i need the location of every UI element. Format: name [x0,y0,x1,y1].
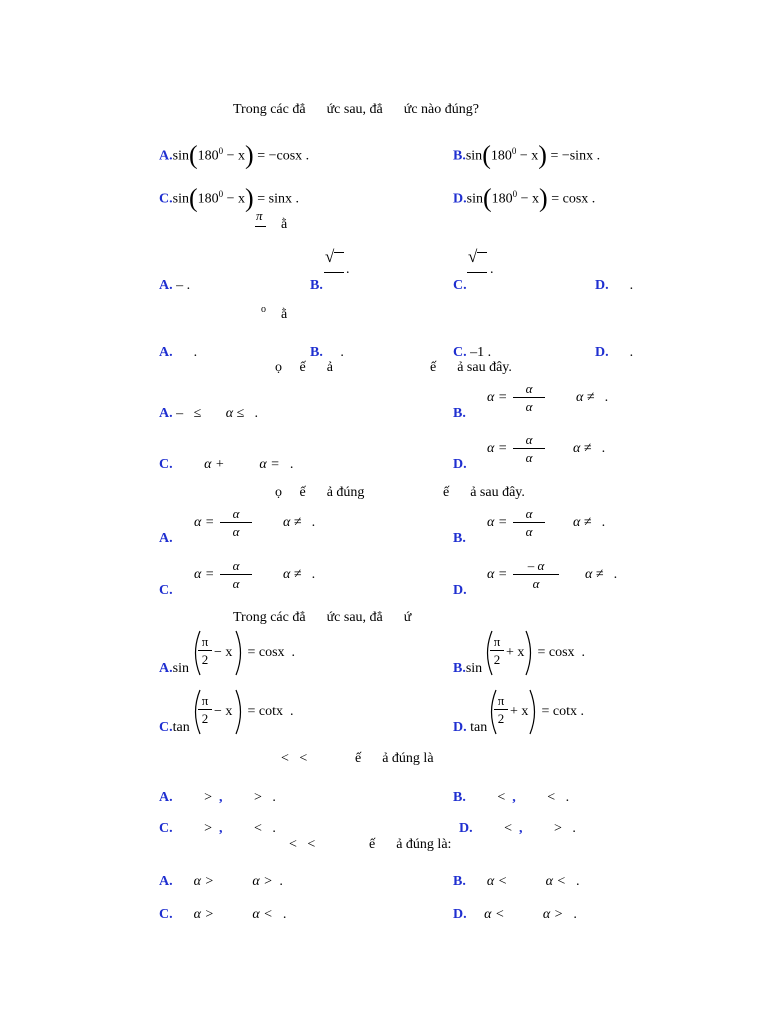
q5-c-num: α [232,558,240,573]
q5-d-num: – α [527,558,545,573]
q5-d-bar [513,574,559,575]
q6-c-label: C. [159,720,173,735]
q1-a-minus-x: − x [223,148,246,164]
q8-option-d[interactable] [446,891,577,923]
q4-d-lhs: α = [487,441,508,456]
q2-d-text: . [629,278,634,293]
q1-a-deg: 0 [218,146,224,156]
q1-a-fn: sin [172,148,189,164]
q7-option-c[interactable] [152,805,276,837]
q6-c-op: − x [214,704,233,719]
q1-a-label: A. [159,148,173,164]
q5-a-label: A. [159,531,173,546]
q1-c-arg: 180 [197,191,219,207]
q6-d-fn: tan [470,720,488,735]
q5-d-lhs: α = [487,567,508,582]
q5-b-bar [513,522,545,523]
q1-c-minus-x: − x [223,191,246,207]
q6-a-fn: sin [172,661,189,676]
q4-a-label: A. [159,406,173,421]
q1-b-rhs: = −sinx . [546,148,601,164]
q5-d-label: D. [453,583,467,598]
q1-b-fn: sin [465,148,483,164]
q8-a-label: A. [159,874,173,889]
q4-prompt-right: ế ả sau đây. [430,360,512,375]
q5-a-den: α [232,524,240,539]
q2-a-label: A. [159,278,173,293]
q7-b-part1: < [497,790,506,805]
q2-b-sqrt-icon: √ [325,247,335,266]
q4-c-text: α + α = . [204,457,294,472]
q5-b-den: α [525,524,533,539]
q6-b-two: 2 [493,652,501,667]
q5-b-label: B. [453,531,466,546]
q3-a-text: . [193,345,198,360]
q5-option-b[interactable] [446,515,466,547]
q6-c-two: 2 [201,711,209,726]
q6-d-rhs: = cotx . [538,704,584,719]
q6-d-label: D. [453,720,467,735]
q5-d-den: α [532,576,540,591]
q2-b-sqrt-bar [334,252,344,253]
q6-c-fraction [198,693,212,726]
q4-b-den: α [525,399,533,414]
q2-b-fraction-bar [324,272,344,273]
q8-c-text: α > α < . [193,907,287,922]
q4-d-num: α [525,432,533,447]
q8-option-a[interactable] [152,858,283,890]
q6-option-a[interactable] [152,645,189,677]
q4-d-fraction [513,432,545,465]
q7-prompt-right: ế ả đúng là [355,751,434,766]
q1-d-minus-x: − x [517,191,540,207]
q5-a-num: α [232,506,240,521]
q5-c-lhs: α = [194,567,215,582]
q7-b-comma: , [512,790,516,805]
q1-c-label: C. [159,191,173,207]
q8-a-text: α > α > . [193,874,284,889]
q4-b-tail: α ≠ . [576,390,609,405]
q1-d-arg: 180 [491,191,513,207]
q2-option-b[interactable] [303,262,323,294]
q6-a-pi: π [201,634,209,649]
q6-option-b[interactable] [446,645,482,677]
q7-d-comma: , [519,821,523,836]
q1-d-rhs: = cosx . [547,191,596,207]
q4-option-a[interactable] [152,390,258,422]
q8-option-b[interactable] [446,858,580,890]
q8-prompt-left: < < [289,837,316,852]
q2-c-dot: . [490,262,494,277]
q5-prompt-left: ọ ế ả đúng [275,485,365,500]
q5-b-tail: α ≠ . [573,515,606,530]
q4-option-d[interactable] [446,441,467,473]
q4-a-text: – ≤ α ≤ . [176,406,259,421]
q4-option-c[interactable] [152,441,294,473]
q6-b-op: + x [506,645,525,660]
q3-option-c[interactable] [446,329,491,361]
q1-c-fn: sin [172,191,189,207]
q8-c-label: C. [159,907,173,922]
q2-option-d[interactable] [588,262,633,294]
q6-c-pi: π [201,693,209,708]
q5-a-bar [220,522,252,523]
q1-option-c[interactable]: $C.\sin(180^0 - x) = \sin x$ . [159,183,299,213]
q1-d-fn: sin [466,191,483,207]
q4-d-den: α [525,450,533,465]
q1-option-b[interactable]: $B.\sin(180^0 - x) = -\sin x$ . [453,140,601,170]
q4-b-bar [513,397,545,398]
q3-b-label: B. [310,345,323,360]
q5-d-tail: α ≠ . [585,567,618,582]
q6-d-two: 2 [497,711,505,726]
q7-a-comma: , [219,790,223,805]
q6-b-pi: π [493,634,501,649]
q5-b-lhs: α = [487,515,508,530]
q1-prompt: Trong các đẳ ức sau, đẳ ức nào đúng? [233,102,479,117]
q2-c-fraction-bar [467,272,487,273]
q7-prompt-left: < < [281,751,308,766]
q6-d-pi: π [497,693,505,708]
q4-option-b[interactable] [446,390,466,422]
q5-c-den: α [232,576,240,591]
q2-b-dot: . [346,262,350,277]
q5-option-c[interactable] [152,567,173,599]
q1-a-arg: 180 [197,148,219,164]
q7-c-part2: < . [254,821,276,836]
q7-option-d[interactable] [452,805,576,837]
q5-option-a[interactable] [152,515,173,547]
q1-b-deg: 0 [511,146,517,156]
q3-a-label: A. [159,345,173,360]
q1-option-d[interactable]: $D.\sin(180^0 - x) = \cos x$ . [453,183,596,213]
q8-b-text: α < α < . [486,874,580,889]
q6-d-bar [494,709,508,710]
q8-b-label: B. [453,874,466,889]
q5-b-fraction [513,506,545,539]
q4-b-label: B. [453,406,466,421]
q6-a-bar [198,650,212,651]
q1-c-deg: 0 [218,189,224,199]
q3-b-text: . [340,345,344,360]
q5-prompt-right: ế ả sau đây. [443,485,525,500]
q5-d-fraction [513,558,559,591]
q2-a-text: – . [176,278,191,293]
q4-b-num: α [525,381,533,396]
q2-c-label: C. [453,278,467,293]
q1-option-a[interactable]: $A.\sin(180^0 - x) = -\cos x$ . [159,140,310,170]
q1-d-label: D. [453,191,467,207]
q5-option-d[interactable] [446,567,467,599]
q3-bang: ằ [281,307,288,322]
q2-c-sqrt-bar [477,252,487,253]
q8-option-c[interactable] [152,891,287,923]
q6-a-fraction [198,634,212,667]
q7-d-part1: < [504,821,513,836]
q6-c-bar [198,709,212,710]
q2-option-c[interactable] [446,262,467,294]
q6-b-fn: sin [465,661,483,676]
q7-b-label: B. [453,790,466,805]
q7-c-comma: , [219,821,223,836]
q6-c-fn: tan [172,720,190,735]
q7-b-part2: < . [547,790,570,805]
q2-pi: π [256,208,263,223]
q7-c-part1: > [204,821,213,836]
q2-d-label: D. [595,278,609,293]
q8-d-text: α < α > . [484,907,578,922]
q1-b-minus-x: − x [516,148,539,164]
q7-option-a[interactable] [152,774,276,806]
q5-a-tail: α ≠ . [283,515,316,530]
q7-a-part2: > . [254,790,276,805]
q6-option-c[interactable] [152,704,190,736]
q6-b-rhs: = cosx . [534,645,586,660]
q6-c-rhs: = cotx . [244,704,294,719]
q6-b-fraction [490,634,504,667]
q4-c-label: C. [159,457,173,472]
q7-c-label: C. [159,821,173,836]
q7-a-part1: > [204,790,213,805]
q2-option-a[interactable] [152,262,190,294]
q6-a-op: − x [214,645,233,660]
q1-a-rhs: = −cosx . [253,148,310,164]
q4-b-lhs: α = [487,390,508,405]
q8-prompt-right: ế ả đúng là: [369,837,452,852]
q2-b-label: B. [310,278,323,293]
q3-option-b[interactable] [303,329,344,361]
q6-prompt: Trong các đẳ ức sau, đẳ ứ [233,610,412,625]
q5-b-num: α [525,506,533,521]
q6-a-rhs: = cosx . [244,645,296,660]
q3-c-label: C. [453,345,467,360]
q6-a-two: 2 [201,652,209,667]
q4-d-bar [513,448,545,449]
q6-a-label: A. [159,661,173,676]
q1-d-deg: 0 [512,189,518,199]
q3-d-label: D. [595,345,609,360]
q4-b-fraction [513,381,545,414]
q7-option-b[interactable] [446,774,569,806]
q5-c-label: C. [159,583,173,598]
q7-a-label: A. [159,790,173,805]
q3-degree: o [261,304,266,315]
q6-b-label: B. [453,661,466,676]
q5-c-bar [220,574,252,575]
q7-d-part2: > . [554,821,576,836]
q3-c-text: –1 . [470,345,492,360]
q1-c-rhs: = sinx . [253,191,299,207]
q8-d-label: D. [453,907,467,922]
q6-option-d[interactable] [446,704,487,736]
q1-b-label: B. [453,148,466,164]
q2-c-sqrt-icon: √ [468,247,478,266]
q1-b-arg: 180 [490,148,512,164]
q5-a-lhs: α = [194,515,215,530]
q2-bang: ằ [281,217,288,232]
q6-b-bar [490,650,504,651]
q6-d-fraction [494,693,508,726]
q5-a-fraction [220,506,252,539]
q7-d-label: D. [459,821,473,836]
q5-c-tail: α ≠ . [283,567,316,582]
q2-fraction-bar [255,226,266,227]
q3-d-text: . [629,345,634,360]
q3-option-a[interactable] [152,329,197,361]
q4-d-label: D. [453,457,467,472]
q6-d-op: + x [510,704,529,719]
q4-d-tail: α ≠ . [573,441,606,456]
q4-prompt-left: ọ ế ả [275,360,333,375]
q3-option-d[interactable] [588,329,633,361]
q5-c-fraction [220,558,252,591]
